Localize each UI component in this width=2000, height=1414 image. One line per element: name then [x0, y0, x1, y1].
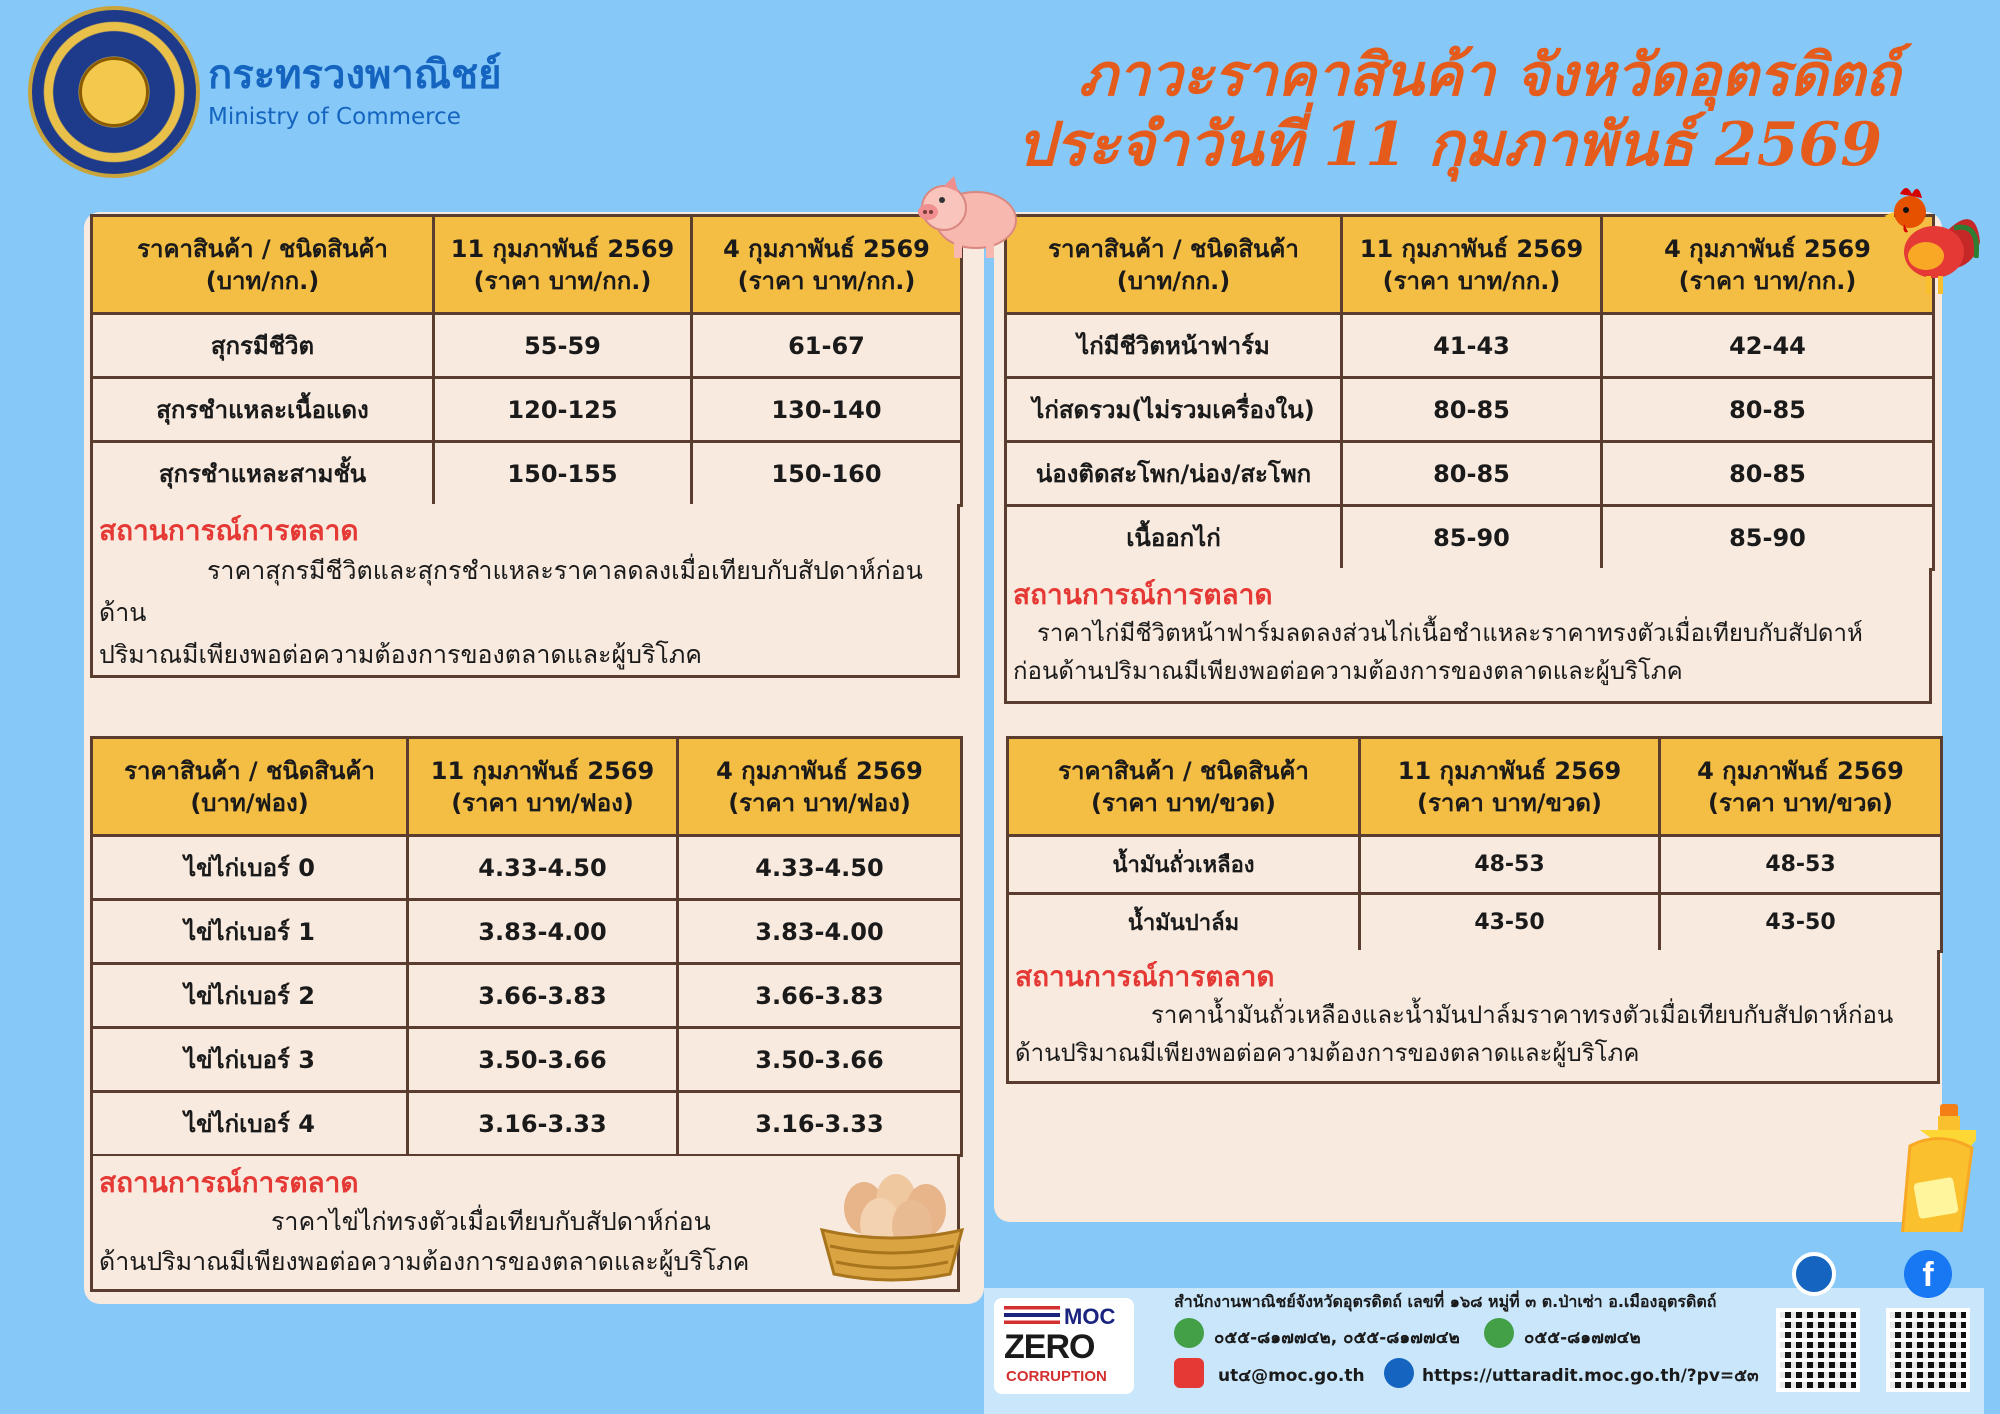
- previous-price: 48-53: [1660, 836, 1942, 894]
- title-line-2: ประจำวันที่ 11 กุมภาพันธ์ 2569: [1016, 110, 1882, 180]
- column-header-previous-date: 4 กุมภาพันธ์ 2569 (ราคา บาท/กก.): [692, 216, 962, 314]
- pork-price-table: [90, 214, 963, 507]
- table-row: [92, 964, 962, 1028]
- table-row: [92, 1092, 962, 1156]
- product-name: ไข่ไก่เบอร์ 1: [92, 900, 408, 964]
- current-price: 41-43: [1342, 314, 1602, 378]
- badge-corruption-text: CORRUPTION: [1006, 1368, 1107, 1385]
- previous-price: 150-160: [692, 442, 962, 506]
- email-address[interactable]: ut๔@moc.go.th: [1218, 1366, 1365, 1386]
- current-price: 3.50-3.66: [408, 1028, 678, 1092]
- title-line-1: ภาวะราคาสินค้า จังหวัดอุตรดิตถ์: [1078, 41, 1900, 109]
- product-name: น้ำมันปาล์ม: [1008, 894, 1360, 952]
- previous-price: 3.66-3.83: [678, 964, 962, 1028]
- column-header-current-date: 11 กุมภาพันธ์ 2569 (ราคา บาท/กก.): [1342, 216, 1602, 314]
- situation-text: ราคาไก่มีชีวิตหน้าฟาร์มลดลงส่วนไก่เนื้อชำแหละราคาทรงตัวเมื่อเทียบกับสัปดาห์ ก่อนด้านปริมาณมีเพียงพอต่อความต้องการของตลาดและผู้บริโภค: [1013, 619, 1863, 685]
- phone-icon: [1174, 1318, 1204, 1348]
- badge-zero-text: ZERO: [1004, 1328, 1095, 1366]
- situation-title: สถานการณ์การตลาด: [1013, 578, 1273, 611]
- situation-text: ราคาสุกรมีชีวิตและสุกรชำแหละราคาลดลงเมื่อเทียบกับสัปดาห์ก่อนด้าน ปริมาณมีเพียงพอต่อความต้องการของตลาดและผู้บริโภค: [99, 556, 923, 669]
- column-header-previous-date: 4 กุมภาพันธ์ 2569 (ราคา บาท/กก.): [1602, 216, 1934, 314]
- facebook-icon[interactable]: f: [1904, 1250, 1952, 1298]
- oil-bottle-icon: [1880, 1100, 1976, 1250]
- table-row: [92, 442, 962, 506]
- current-price: 3.83-4.00: [408, 900, 678, 964]
- table-row: [92, 378, 962, 442]
- product-name: ไก่สดรวม(ไม่รวมเครื่องใน): [1006, 378, 1342, 442]
- phone-numbers[interactable]: ๐๕๕-๘๑๗๗๔๒, ๐๕๕-๘๑๗๗๔๒: [1214, 1328, 1460, 1348]
- chicken-market-situation: [1004, 568, 1932, 704]
- current-price: 43-50: [1360, 894, 1660, 952]
- table-row: [92, 836, 962, 900]
- table-row: [1006, 506, 1934, 570]
- table-row: [1006, 378, 1934, 442]
- column-header-current-date: 11 กุมภาพันธ์ 2569 (ราคา บาท/ขวด): [1360, 738, 1660, 836]
- situation-title: สถานการณ์การตลาด: [99, 1166, 359, 1199]
- column-header-previous-date: 4 กุมภาพันธ์ 2569 (ราคา บาท/ฟอง): [678, 738, 962, 836]
- product-name: เนื้ออกไก่: [1006, 506, 1342, 570]
- ministry-name-th: กระทรวงพาณิชย์: [208, 52, 502, 98]
- table-row: [92, 314, 962, 378]
- previous-price: 61-67: [692, 314, 962, 378]
- situation-text: ราคาไข่ไก่ทรงตัวเมื่อเทียบกับสัปดาห์ก่อน ด้านปริมาณมีเพียงพอต่อความต้องการของตลาดและผู้บริโภค: [99, 1207, 750, 1276]
- page-title: [920, 40, 1900, 180]
- previous-price: 80-85: [1602, 378, 1934, 442]
- ministry-name-en: Ministry of Commerce: [208, 104, 461, 130]
- moc-zero-corruption-badge: [994, 1298, 1134, 1394]
- column-header-product: ราคาสินค้า / ชนิดสินค้า (บาท/กก.): [1006, 216, 1342, 314]
- column-header-product: ราคาสินค้า / ชนิดสินค้า (บาท/ฟอง): [92, 738, 408, 836]
- badge-moc-text: MOC: [1064, 1304, 1116, 1329]
- previous-price: 3.50-3.66: [678, 1028, 962, 1092]
- previous-price: 3.16-3.33: [678, 1092, 962, 1156]
- website-link[interactable]: https://uttaradit.moc.go.th/?pv=๕๓: [1422, 1366, 1759, 1386]
- table-row: [1006, 314, 1934, 378]
- office-address: สำนักงานพาณิชย์จังหวัดอุตรดิตถ์ เลขที่ ๑๖๘ หมู่ที่ ๓ ต.ป่าเซ่า อ.เมืองอุตรดิตถ์: [1174, 1292, 1717, 1311]
- product-name: ไข่ไก่เบอร์ 3: [92, 1028, 408, 1092]
- table-row: [1006, 442, 1934, 506]
- current-price: 3.16-3.33: [408, 1092, 678, 1156]
- current-price: 85-90: [1342, 506, 1602, 570]
- pig-icon: [914, 168, 1024, 264]
- previous-price: 43-50: [1660, 894, 1942, 952]
- previous-price: 85-90: [1602, 506, 1934, 570]
- column-header-previous-date: 4 กุมภาพันธ์ 2569 (ราคา บาท/ขวด): [1660, 738, 1942, 836]
- pork-market-situation: [90, 504, 960, 678]
- email-icon: [1174, 1358, 1204, 1388]
- product-name: ไข่ไก่เบอร์ 0: [92, 836, 408, 900]
- product-name: น้ำมันถั่วเหลือง: [1008, 836, 1360, 894]
- current-price: 80-85: [1342, 442, 1602, 506]
- chicken-price-table: [1004, 214, 1935, 571]
- footer: [984, 1232, 1984, 1414]
- product-name: สุกรชำแหละสามชั้น: [92, 442, 434, 506]
- website-qr-code-icon: [1776, 1308, 1860, 1392]
- previous-price: 3.83-4.00: [678, 900, 962, 964]
- current-price: 80-85: [1342, 378, 1602, 442]
- oil-market-situation: [1006, 950, 1940, 1084]
- product-name: สุกรชำแหละเนื้อแดง: [92, 378, 434, 442]
- table-row: [1008, 894, 1942, 952]
- product-name: สุกรมีชีวิต: [92, 314, 434, 378]
- egg-basket-icon: [816, 1162, 968, 1286]
- current-price: 120-125: [434, 378, 692, 442]
- product-name: ไก่มีชีวิตหน้าฟาร์ม: [1006, 314, 1342, 378]
- website-globe-icon[interactable]: [1792, 1252, 1836, 1296]
- previous-price: 130-140: [692, 378, 962, 442]
- product-name: น่องติดสะโพก/น่อง/สะโพก: [1006, 442, 1342, 506]
- product-name: ไข่ไก่เบอร์ 2: [92, 964, 408, 1028]
- previous-price: 80-85: [1602, 442, 1934, 506]
- current-price: 150-155: [434, 442, 692, 506]
- current-price: 48-53: [1360, 836, 1660, 894]
- egg-price-table: [90, 736, 963, 1157]
- fax-number[interactable]: ๐๕๕-๘๑๗๗๔๒: [1524, 1328, 1641, 1348]
- rooster-icon: [1876, 172, 1984, 300]
- current-price: 55-59: [434, 314, 692, 378]
- column-header-current-date: 11 กุมภาพันธ์ 2569 (ราคา บาท/กก.): [434, 216, 692, 314]
- fax-icon: [1484, 1318, 1514, 1348]
- column-header-current-date: 11 กุมภาพันธ์ 2569 (ราคา บาท/ฟอง): [408, 738, 678, 836]
- situation-title: สถานการณ์การตลาด: [99, 514, 359, 547]
- table-row: [1008, 836, 1942, 894]
- product-name: ไข่ไก่เบอร์ 4: [92, 1092, 408, 1156]
- thai-flag-icon: [1004, 1306, 1060, 1324]
- situation-title: สถานการณ์การตลาด: [1015, 960, 1275, 993]
- column-header-product: ราคาสินค้า / ชนิดสินค้า (ราคา บาท/ขวด): [1008, 738, 1360, 836]
- ministry-seal-icon: [28, 6, 200, 178]
- situation-text: ราคาน้ำมันถั่วเหลืองและน้ำมันปาล์มราคาทรงตัวเมื่อเทียบกับสัปดาห์ก่อน ด้านปริมาณมีเพียงพอต่อความต้องการของตลาดและผู้บริโภค: [1015, 1001, 1894, 1067]
- facebook-qr-code-icon: [1886, 1308, 1970, 1392]
- previous-price: 4.33-4.50: [678, 836, 962, 900]
- column-header-product: ราคาสินค้า / ชนิดสินค้า (บาท/กก.): [92, 216, 434, 314]
- table-row: [92, 1028, 962, 1092]
- current-price: 4.33-4.50: [408, 836, 678, 900]
- current-price: 3.66-3.83: [408, 964, 678, 1028]
- previous-price: 42-44: [1602, 314, 1934, 378]
- globe-icon: [1384, 1358, 1414, 1388]
- table-row: [92, 900, 962, 964]
- oil-price-table: [1006, 736, 1943, 953]
